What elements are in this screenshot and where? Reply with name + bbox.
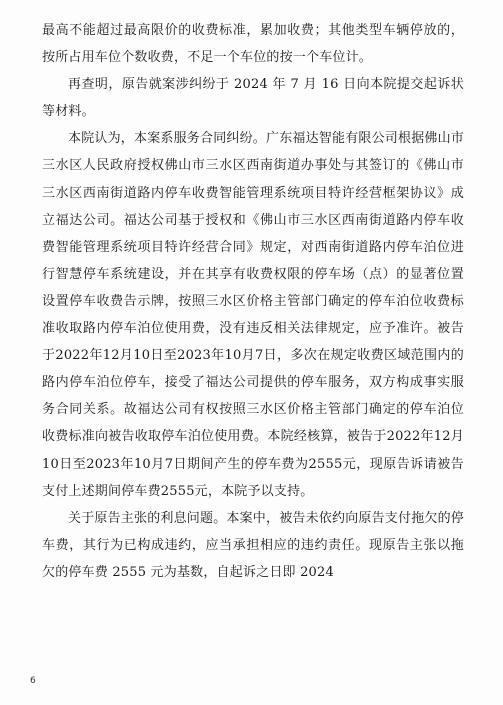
paragraph-filing-date: 再查明，原告就案涉纠纷于 2024 年 7 月 16 日向本院提交起诉状等材料。 <box>42 77 464 120</box>
paragraph-court-opinion: 本院认为，本案系服务合同纠纷。广东福达智能有限公司根据佛山市三水区人民政府授权佛山市三水区西南街道办事处与其签订的《佛山市三水区西南街道路内停车收费智能管理系统项目特许经营框架协议》成立福达公司。福达公司基于授权和《佛山市三水区西南街道路内停车收费智能管理系统项目特许经营合同》规定，对西南街道路内停车泊位进行智慧停车系统建设，并在其享有收费权限的停车场（点）的显著位置设置停车收费告示牌，按照三水区价格主管部门确定的停车泊位收费标准收取路内停车泊位使用费，没有违反相关法律规定，应予准许。被告于2022年12月10日至2023年10月7日，多次在规定收费区域范围内的路内停车泊位停车，接受了福达公司提供的停车服务，双方构成事实服务合同关系。故福达公司有权按照三水区价格主管部门确定的停车泊位收费标准向被告收取停车泊位使用费。本院经核算，被告于2022年12月10日至2023年10月7日期间产生的停车费为2555元，现原告诉请被告支付上述期间停车费2555元，本院予以支持。 <box>42 131 465 499</box>
paragraph-fee-standard: 最高不能超过最高限价的收费标准，累加收费；其他类型车辆停放的，按所占用车位个数收费，不足一个车位的按一个车位计。 <box>42 23 464 66</box>
document-body <box>42 17 464 586</box>
page-number: 6 <box>30 676 36 686</box>
paragraph-interest-issue: 关于原告主张的利息问题。本案中，被告未依约向原告支付拖欠的停车费，其行为已构成违约，应当承担相应的违约责任。现原告主张以拖欠的停车费 2555 元为基数，自起诉之日即 2024 <box>42 510 465 580</box>
